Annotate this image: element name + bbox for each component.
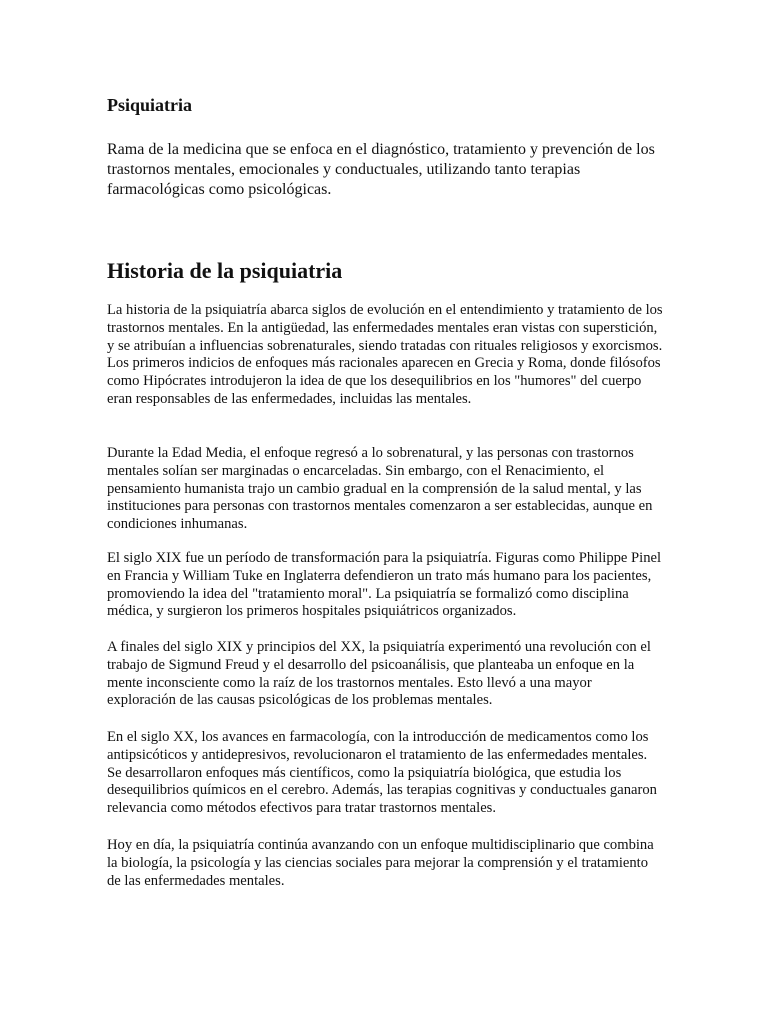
section-title: Historia de la psiquiatria — [107, 258, 343, 283]
history-paragraph-antiquity: La historia de la psiquiatría abarca siglos de evolución en el entendimiento y tratamiento de los trastornos mentales. En la antigüedad, las enfermedades mentales eran vistas con superstición, y se atribuían a influencias sobrenaturales, siendo tratadas con rituales religiosos y exorcismos. Los primeros indicios de enfoques más racionales aparecen en Grecia y Roma, donde filósofos como Hipócrates introdujeron la idea de que los desequilibrios en los "humores" del cuerpo eran responsables de las enfermedades, incluidas las mentales. — [107, 302, 663, 407]
history-paragraph-today: Hoy en día, la psiquiatría continúa avanzando con un enfoque multidisciplinario que combina la biología, la psicología y las ciencias sociales para mejorar la comprensión y el tratamiento de las enfermedades mentales. — [107, 837, 654, 889]
history-paragraph-middle-ages: Durante la Edad Media, el enfoque regresó a lo sobrenatural, y las personas con trastornos mentales solían ser marginadas o encarceladas. Sin embargo, con el Renacimiento, el pensamiento humanista trajo un cambio gradual en la comprensión de la salud mental, y las instituciones para personas con trastornos mentales comenzaron a ser establecidas, aunque en condiciones inhumanas. — [107, 445, 653, 533]
term-title: Psiquiatria — [107, 95, 193, 115]
history-paragraph-freud: A finales del siglo XIX y principios del XX, la psiquiatría experimentó una revolución con el trabajo de Sigmund Freud y el desarrollo del psicoanálisis, que planteaba un enfoque en la mente inconsciente como la raíz de los trastornos mentales. Esto llevó a una mayor exploración de las causas psicológicas de los problemas mentales. — [107, 639, 651, 709]
definition-paragraph: Rama de la medicina que se enfoca en el diagnóstico, tratamiento y prevención de los trastornos mentales, emocionales y conductuales, utilizando tanto terapias farmacológicas como psicológicas. — [107, 141, 655, 198]
history-paragraph-19th-century: El siglo XIX fue un período de transformación para la psiquiatría. Figuras como Philippe Pinel en Francia y William Tuke en Inglaterra defendieron un trato más humano para los pacientes, promoviendo la idea del "tratamiento moral". La psiquiatría se formalizó como disciplina médica, y surgieron los primeros hospitales psiquiátricos organizados. — [107, 550, 662, 620]
history-paragraph-20th-century: En el siglo XX, los avances en farmacología, con la introducción de medicamentos como los antipsicóticos y antidepresivos, revolucionaron el tratamiento de las enfermedades mentales. Se desarrollaron enfoques más científicos, como la psiquiatría biológica, que estudia los desequilibrios químicos en el cerebro. Además, las terapias cognitivas y conductuales ganaron relevancia como métodos efectivos para tratar trastornos mentales. — [107, 729, 657, 817]
